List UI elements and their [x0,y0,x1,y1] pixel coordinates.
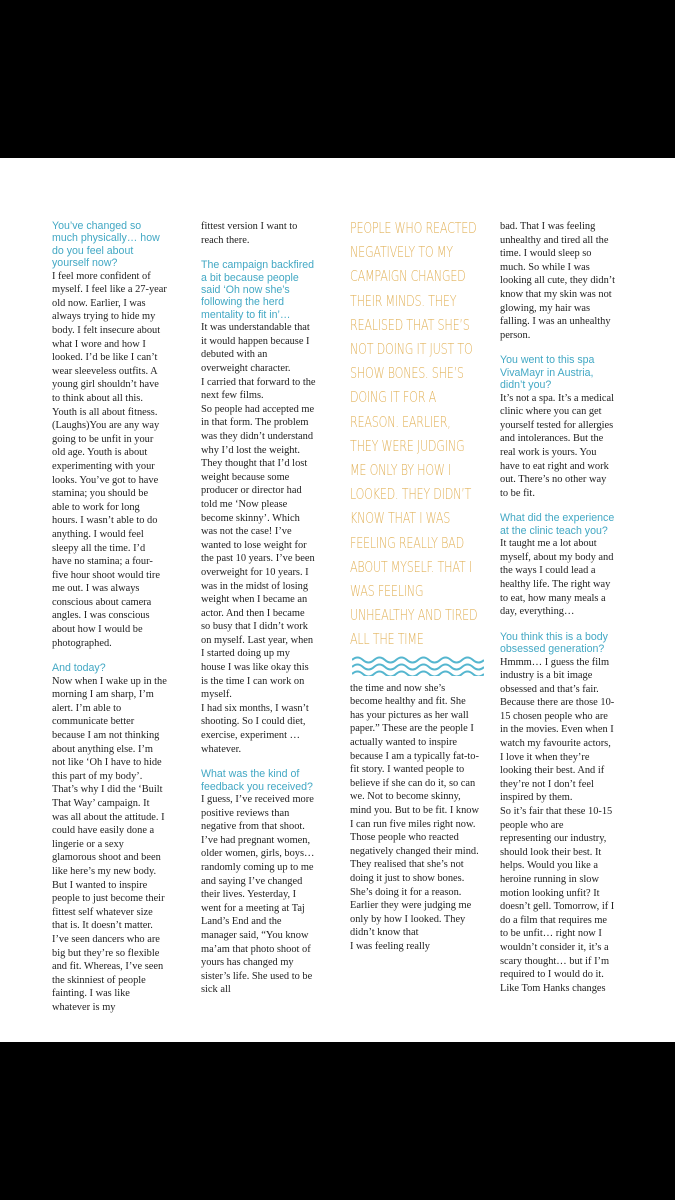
article-column-1 [52,220,167,1015]
interview-answer: I feel more confident of myself. I feel like a 27-year old now. Earlier, I was always trying to hide my body. I felt insecure about what I wore and how I looked. I’d be like I can’t wear sleeveless outfits. A young girl shouldn’t have to think about all this. Youth is all about fitness. (Laughs)You are any way going to be unfit in your old age. Youth is about experimenting with your looks. You’ve got to have stamina; you should be able to work for long hours. I wasn’t able to do anything. I would feel sleepy all the time. I’d have no stamina; a four-five hour shoot would tire me out. I was always conscious about camera angles. I was conscious about how I would be photographed. [52,270,167,649]
article-column-2 [201,220,316,997]
interview-answer: It’s not a spa. It’s a medical clinic where you can get yourself tested for allergies and intolerances. But the real work is yours. You have to eat right and work out. There’s no other way to be fit. [500,392,614,499]
interview-question: You’ve changed so much physically… how do you feel about yourself now? [52,220,160,270]
interview-question: What was the kind of feedback you received? [201,768,313,793]
interview-question: You went to this spa VivaMayr in Austria, didn’t you? [500,354,595,392]
interview-answer: fittest version I want to reach there. [201,221,298,246]
interview-answer: Hmmm… I guess the film industry is a bit image obsessed and that’s fair. Because there are those 10-15 chosen people who are in the movies. Even when I watch my favourite actors, I love it when they’re looking their best. And if they’re not I don’t feel inspired by them. So it’s fair that these 10-15 people who are representing our industry, should look their best. It helps. Would you like a heroine running in slow motion looking unfit? It doesn’t gell. Tomorrow, if I do a film that requires me to be unfit… right now I wouldn’t consider it, it’s a scary thought… but if I’m required to I would do it. Like Tom Hanks changes [500,656,615,994]
interview-answer: I guess, I’ve received more positive reviews than negative from that shoot. I’ve had pregnant women, older women, girls, boys… randomly coming up to me and saying I’ve changed their lives. Yesterday, I went for a meeting at Taj Land’s End and the manager said, “You know ma’am that photo shoot of yours has changed my sister’s life. She used to be sick all [201,794,315,996]
interview-answer: It was understandable that it would happen because I debuted with an overweight character. I carried that forward to the next few films. So people had accepted me in that form. The problem was they didn’t understand why I’d lost the weight. They thought that I’d lost weight because some producer or director had told me ‘Now please become skinny’. Which was not the case! I’ve wanted to lose weight for the past 10 years. I’ve been overweight for 10 years. I was in the midst of losing weight when I became an actor. And then I became so busy that I didn’t work on myself. Last year, when I started doing up my house I was like okay this is the time I can work on myself. I had six months, I wasn’t shooting. So I could diet, exercise, experiment … whatever. [201,322,316,755]
interview-answer: the time and now she’s become healthy and fit. She has your pictures as her wall paper.” These are the people I actually wanted to inspire because I am a typically fat-to-fit story. I wanted people to believe if she can do it, so can we. Not to become skinny, mind you. But to be fit. I know I can run five miles right now. Those people who reacted negatively changed their mind. They realised that she’s not doing it just to show bones. She’s doing it for a reason. Earlier they were judging me only by how I looked. They didn’t know that I was feeling really [350,682,480,952]
interview-answer: It taught me a lot about myself, about my body and the ways I could lead a healthy life. The right way to eat, how many meals a day, everything… [500,538,614,618]
pull-quote: PEOPLE WHO REACTED NEGATIVELY TO MY CAMPAIGN CHANGED THEIR MINDS. THEY REALISED THAT SHE’S NOT DOING IT JUST TO SHOW BONES. SHE’S DOING IT FOR A REASON. EARLIER, THEY WERE JUDGING ME ONLY BY HOW I LOOKED. THEY DIDN’T KNOW THAT I WAS FEELING REALLY BAD ABOUT MYSELF. THAT I WAS FEELING UNHEALTHY AND TIRED ALL THE TIME [350,219,478,649]
interview-question: You think this is a body obsessed generation? [500,630,608,656]
interview-answer: bad. That I was feeling unhealthy and tired all the time. I would sleep so much. So while I was looking all cute, they didn’t know that my skin was not glowing, my hair was falling. I was an unhealthy person. [500,221,615,341]
wave-divider-icon [352,654,484,676]
interview-answer: Now when I wake up in the morning I am sharp, I’m alert. I’m able to communicate better because I am not thinking about anything else. I’m not like ‘Oh I have to hide this part of my body’. That’s why I did the ‘Built That Way’ campaign. It was all about the attitude. I could have easily done a lingerie or a sexy glamorous shoot and been like here’s my new body. But I wanted to inspire people to just become their fittest self whatever size that is. It doesn’t matter. I’ve seen dancers who are big but they’re so flexible and fit. Whereas, I’ve seen the skinniest of people fainting. I was like whatever is my [52,675,167,1013]
article-column-3 [350,216,480,954]
interview-question: And today? [52,662,106,675]
interview-question: The campaign backfired a bit because people said ‘Oh now she’s following the herd mentality to fit in’… [201,259,315,321]
magazine-page [0,158,675,1042]
interview-question: What did the experience at the clinic teach you? [500,512,615,537]
article-column-4 [500,220,615,995]
